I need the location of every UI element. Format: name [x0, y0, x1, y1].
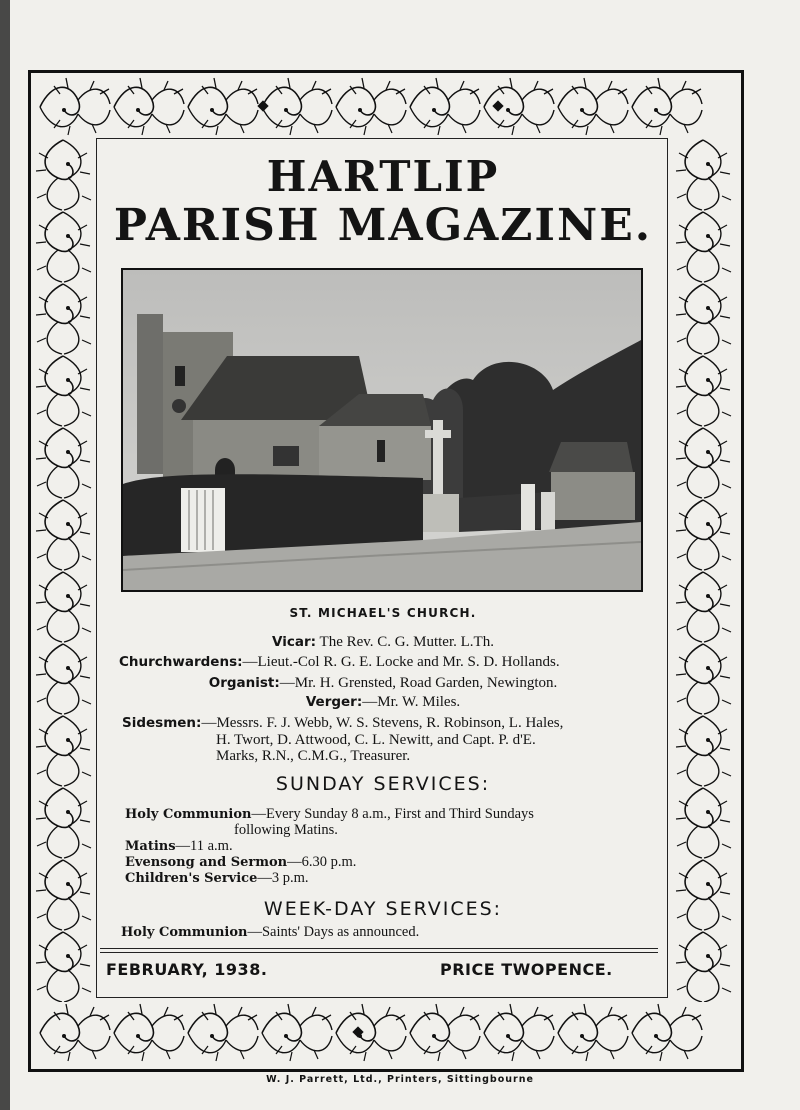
- childrens-service-label: Children's Service: [125, 871, 258, 886]
- issue-price: PRICE TWOPENCE.: [440, 960, 613, 979]
- sidesmen-label: Sidesmen:: [122, 715, 202, 731]
- childrens-service-value: —3 p.m.: [257, 870, 309, 886]
- sunday-holy-communion-label: Holy Communion: [125, 807, 252, 822]
- churchwardens-line: [119, 654, 560, 671]
- evensong-line: [125, 854, 356, 871]
- left-ornament-border: [32, 136, 94, 1002]
- evensong-value: —6.30 p.m.: [287, 854, 357, 870]
- sidesmen-value-1: —Messrs. F. J. Webb, W. S. Stevens, R. Robinson, L. Hales,: [201, 715, 564, 731]
- church-photo: [121, 268, 643, 592]
- photo-caption: ST. MICHAEL'S CHURCH.: [289, 606, 477, 620]
- sunday-holy-communion-value: —Every Sunday 8 a.m., First and Third Sundays: [251, 806, 534, 822]
- vicar-label: Vicar:: [272, 634, 317, 650]
- issue-date: FEBRUARY, 1938.: [106, 960, 268, 979]
- right-ornament-border: [670, 136, 736, 1002]
- matins-value: —11 a.m.: [175, 838, 233, 854]
- organist-line: [100, 675, 666, 692]
- vicar-value: The Rev. C. G. Mutter. L.Th.: [316, 634, 494, 650]
- verger-value: —Mr. W. Miles.: [362, 694, 461, 710]
- page-binding-edge: [0, 0, 10, 1110]
- weekday-services-heading: WEEK-DAY SERVICES:: [263, 898, 503, 920]
- churchwardens-value: —Lieut.-Col R. G. E. Locke and Mr. S. D. Hollands.: [242, 654, 560, 670]
- sunday-holy-communion-line: [125, 806, 534, 823]
- sunday-services-heading: SUNDAY SERVICES:: [275, 773, 491, 795]
- organist-value: —Mr. H. Grensted, Road Garden, Newington.: [279, 675, 558, 691]
- matins-line: [125, 838, 233, 855]
- verger-label: Verger:: [305, 694, 363, 710]
- matins-label: Matins: [125, 839, 176, 854]
- masthead-title-line-2: PARISH MAGAZINE.: [113, 200, 653, 251]
- sunday-holy-communion-continuation: following Matins.: [234, 822, 338, 838]
- weekday-holy-communion-label: Holy Communion: [121, 925, 248, 940]
- bottom-ornament-border: [34, 998, 738, 1068]
- vicar-line: [100, 634, 666, 651]
- top-ornament-border: [34, 74, 738, 140]
- footer-rule-top-2: [100, 952, 658, 953]
- weekday-holy-communion-line: [121, 924, 419, 941]
- masthead-title-line-1: HARTLIP: [266, 152, 500, 201]
- evensong-label: Evensong and Sermon: [125, 855, 288, 870]
- sidesmen-line-2: H. Twort, D. Attwood, C. L. Newitt, and Capt. P. d'E.: [216, 732, 536, 748]
- printer-imprint: W. J. Parrett, Ltd., Printers, Sittingbourne: [266, 1074, 534, 1085]
- footer-rule-top: [100, 948, 658, 949]
- verger-line: [100, 694, 666, 711]
- sidesmen-line-3: Marks, R.N., C.M.G., Treasurer.: [216, 748, 411, 764]
- churchwardens-label: Churchwardens:: [119, 654, 243, 670]
- sidesmen-line-1: [122, 715, 563, 732]
- weekday-holy-communion-value: —Saints' Days as announced.: [247, 924, 420, 940]
- childrens-service-line: [125, 870, 309, 887]
- organist-label: Organist:: [208, 675, 280, 691]
